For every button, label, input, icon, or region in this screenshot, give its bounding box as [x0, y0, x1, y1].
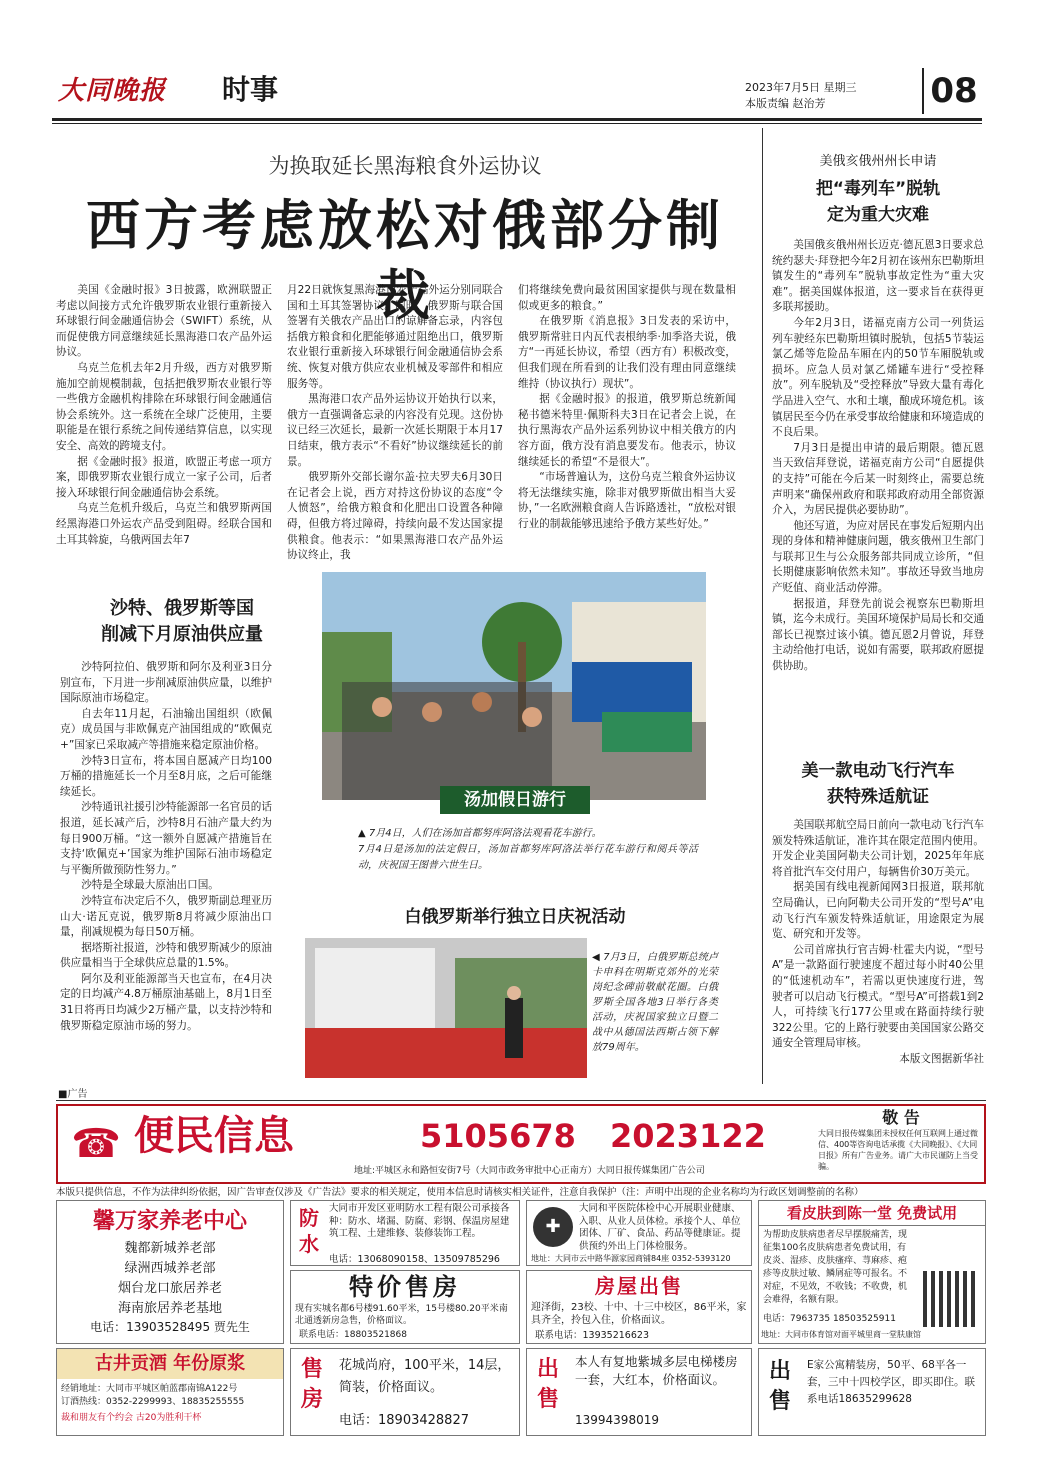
sell2-text: 本人有复地紫城多层电梯楼房一套，大红本，价格面议。 [575, 1354, 738, 1387]
elder-line: 海南旅居养老基地 [117, 1301, 222, 1316]
header-rule [52, 118, 982, 121]
ad-elder-care [56, 1200, 284, 1344]
ad-label: ■广告 [58, 1089, 88, 1100]
skin-address: 地址：大同市体育馆对面平城里商一堂肤康馆 [761, 1330, 921, 1339]
skin-title: 看皮肤到陈一堂 免费试用 [759, 1201, 985, 1226]
sell1-label: 售房 [300, 1357, 323, 1412]
paragraph: 据《金融时报》报道，欧盟正考虑一项方案，即俄罗斯农业银行成立一家子公司，后者接入环球银行间金融通信协会系统。 [56, 455, 272, 499]
house-title: 房屋出售 [595, 1274, 683, 1298]
notice-text: 大同日报传媒集团未授权任何互联网上通过微信、400等咨询电话承揽《大同晚报》、《大同日报》所有广告业务。请广大市民谨防上当受骗。 [818, 1129, 978, 1171]
sell2-phone: 13994398019 [575, 1413, 659, 1427]
wine-line: 订酒热线：0352-2299993、18835255555 [61, 1397, 245, 1407]
paragraph: 他还写道，为应对居民在事发后短期内出现的身体和精神健康问题，俄亥俄州卫生部门与联邦卫生与公众服务部共同成立诊所，“但长期健康影响依然未知”。事故还导致当地房产贬值、商业活动停滞。 [772, 519, 984, 595]
wine-slogan: 裁和朋友有个约会 古20为胜利干杯 [61, 1413, 202, 1423]
paragraph: 沙特宣布决定后不久，俄罗斯副总理亚历山大·诺瓦克说，俄罗斯8月将减少原油出口量，削减规模为每日50万桶。 [60, 894, 272, 939]
paragraph: “市场普遍认为，这份乌克兰粮食外运协议将无法继续实施，除非对俄罗斯做出相当大妥协，”一名欧洲粮食商人告诉路透社，“放松对银行业的制裁能够迅速给予俄方某些好处。” [518, 471, 736, 530]
paragraph: 美国俄亥俄州州长迈克·德瓦恩3日要求总统约瑟夫·拜登把今年2月初在该州东巴勒斯坦镇发生的“毒列车”脱轨事故定性为“重大灾难”。据美国媒体报道，这一要求旨在获得更多联邦援助。 [772, 239, 984, 314]
sell1-phone: 电话：18903428827 [339, 1413, 469, 1428]
house-text: 迎泽街，23校、十中、十三中校区，86平米，家具齐全，拎包入住，价格面议。 [531, 1302, 747, 1326]
paragraph: 沙特3日宣布，将本国自愿减产日均100万桶的措施延长一个月至8月底，之后可能继续延长。 [60, 754, 272, 798]
newspaper-logo: 大同晚报 [58, 76, 167, 106]
paragraph: 阿尔及利亚能源部当天也宣布，在4月决定的日均减产4.8万桶原油基础上，8月1日至31日将再日均减少2万桶产量，以支持沙特和俄罗斯稳定原油市场的努力。 [60, 972, 272, 1032]
caption-text: 7月4日是汤加的法定假日，汤加首都努库阿洛法举行花车游行和阅兵等活动，庆祝国王图普六世生日。 [358, 844, 698, 871]
paragraph: 沙特通讯社援引沙特能源部一名官员的话报道，延长减产后，沙特8月石油产量大约为每日900万桶。“这一额外自愿减产措施旨在支持‘欧佩克+’国家为维护国际石油市场稳定与平衡所做预防性努力。” [60, 801, 272, 876]
elder-line: 烟台龙口旅居养老 [117, 1281, 222, 1296]
caption-text: ▲ 7月4日，人们在汤加首都努库阿洛法观看花车游行。 [358, 828, 602, 839]
paragraph: 月22日就恢复黑海港口农产品外运分别同联合国和土耳其签署协议。同时，俄罗斯与联合国签署有关俄农产品出口的谅解备忘录，内容包括俄方粮食和化肥能够通过阻绝出口，俄罗斯农业银行重新接入环球银行间金融通信协会系统、恢复对俄方供应农业机械及零部件和相应服务等。 [287, 284, 503, 390]
elder-title: 馨万家养老中心 [92, 1209, 247, 1234]
header-rule-thin [52, 123, 982, 124]
sell3-label: 出售 [768, 1359, 791, 1414]
wine-lines [57, 1379, 283, 1409]
ad-sell-2 [526, 1348, 752, 1436]
belarus-caption [592, 950, 718, 1055]
paragraph: 据美国有线电视新闻网3日报道，联邦航空局确认，已向阿勒夫公司开发的“型号A”电动飞行汽车颁发特殊适航证，用途限定为展览、研究和开发等。 [772, 881, 984, 941]
skin-text: 为帮助皮肤病患者尽早摆脱痛苦，现征集100名皮肤病患者免费试用，有皮炎、湿疹、皮肤瘙痒、荨麻疹、疱疹等皮肤过敏、鳞屑症等可报名。不对症，不见效，不收钱；不收费，机会难得，名额有限。 [763, 1230, 908, 1305]
ad-brand: 便民信息 [134, 1112, 294, 1159]
sell1-text: 花城尚府，100平米，14层，简装，价格面议。 [339, 1358, 511, 1395]
tonga-banner: 汤加假日游行 [440, 786, 590, 814]
qr-code-icon [923, 1271, 979, 1327]
elder-lines [57, 1239, 283, 1319]
issue-date [745, 80, 857, 112]
date-text: 2023年7月5日 星期三 [745, 81, 857, 94]
waterproof-text: 大同市开发区亚明防水工程有限公司承接各种：防水、堵漏、防腐、彩钢、保温房屋建筑工程、土建维修、装修装饰工程。 [329, 1203, 510, 1239]
lead-col-3 [518, 283, 736, 533]
elder-line: 魏都新城养老部 [124, 1241, 216, 1256]
paragraph: 沙特阿拉伯、俄罗斯和阿尔及利亚3日分别宣布，下月进一步削减原油供应量，以维护国际原油市场稳定。 [60, 661, 272, 705]
hospital-icon: ✚ [533, 1207, 573, 1247]
ad-sell-1 [290, 1348, 520, 1436]
ohio-body [772, 238, 984, 675]
ad-sell-3 [758, 1348, 986, 1436]
paragraph: 自去年11月起，石油输出国组织（欧佩克）成员国与非欧佩克产油国组成的“欧佩克+”国家已采取减产等措施来稳定原油价格。 [60, 707, 272, 751]
lead-kicker: 为换取延长黑海粮食外运协议 [268, 154, 542, 178]
ad-house-sale [526, 1270, 752, 1344]
flycar-body [772, 818, 984, 1068]
clinic-address: 地址：大同市云中路华源家园商铺84座 0352-5393120 [531, 1254, 731, 1263]
paragraph: 据报道，拜登先前说会视察东巴勒斯坦镇，迄今未成行。美国环境保护局局长和交通部长已视察过该小镇。德瓦恩2月曾说，拜登主动给他打电话，说如有需要，联邦政府愿提供协助。 [772, 597, 984, 673]
waterproof-label: 防水 [299, 1206, 319, 1256]
tonga-caption [358, 826, 698, 874]
elder-phone: 电话：13903528495 贾先生 [90, 1320, 250, 1334]
notice-title: 敬 告 [882, 1108, 920, 1127]
paragraph: 在俄罗斯《消息报》3日发表的采访中，俄罗斯常驻日内瓦代表根纳季·加季洛夫说，俄方“一再延长协议，希望（西方有）积极改变，但我们现在所看到的让我们没有理由同意继续维持（协议执行）现状”。 [518, 315, 736, 390]
paragraph: 乌克兰危机升级后，乌克兰和俄罗斯两国经黑海港口外运农产品受到阻碍。经联合国和土耳其斡旋，乌俄两国去年7 [56, 502, 272, 546]
wine-title: 古井贡酒 年份原浆 [57, 1349, 283, 1379]
paragraph: 公司首席执行官吉姆·杜霍夫内说，“型号A”是一款路面行驶速度不超过每小时40公里的“低速机动车”，若需以更快速度行进，驾驶者可以启动飞行模式。“型号A”可搭载1到2人，可持续飞行177公里或在路面持续行驶322公里。它的上路行驶要由美国国家公路交通安全管理局审核。 [772, 943, 984, 1050]
sell3-text: E家公寓精装房，50平、68平各一套，三中十四校学区，即买即住。联系电话18635299628 [807, 1359, 975, 1405]
credit: 本版文图据新华社 [899, 1052, 984, 1065]
house-phone: 联系电话：13935216623 [535, 1330, 649, 1341]
belarus-headline: 白俄罗斯举行独立日庆祝活动 [404, 907, 626, 927]
waterproof-phone: 电话：13068090158、13509785296 [329, 1254, 500, 1265]
skin-phone: 电话：7963735 18503525911 [763, 1314, 896, 1324]
clinic-text: 大同和平医院体检中心开展职业健康、入职、从业人员体检。承接个人、单位团体、厂矿、食品、药品等健康证。提供预约外出上门体检服务。 [579, 1203, 741, 1252]
special-title: 特价售房 [349, 1273, 461, 1301]
ad-special-house [290, 1270, 520, 1344]
tonga-parade-photo [322, 572, 706, 800]
lead-col-1 [56, 283, 272, 548]
paragraph: 俄罗斯外交部长谢尔盖·拉夫罗夫6月30日在记者会上说，西方对持这份协议的态度“令人愤怒”，给俄方粮食和化肥出口设置各种障碍，但俄方将过障碍，持续向最不发达国家提供粮食。他表示：“如果黑海港口农产品外运协议终止，我 [287, 471, 503, 562]
ad-skin [758, 1200, 986, 1344]
ad-waterproof [290, 1200, 520, 1266]
ohio-headline: 把“毒列车”脱轨 定为重大灾难 [815, 179, 941, 225]
oil-headline: 沙特、俄罗斯等国 削减下月原油供应量 [101, 598, 263, 645]
special-text: 现有实城名都6号楼91.60平米，15号楼80.20平米南北通透新房急售，价格面议。 [295, 1304, 508, 1326]
ad-wine [56, 1348, 284, 1436]
paragraph: 美国《金融时报》3日披露，欧洲联盟正考虑以间接方式允许俄罗斯农业银行重新接入环球银行间金融通信协会（SWIFT）系统，从而促使俄方同意继续延长黑海港口农产品外运协议。 [56, 284, 272, 359]
paragraph: 们将继续免费向最贫困国家提供与现在数量相似或更多的粮食。” [518, 284, 736, 312]
ad-clinic [526, 1200, 752, 1266]
editors-text: 本版责编 赵治芳 [745, 97, 826, 110]
ad-label-rule [56, 1100, 986, 1101]
paragraph: 乌克兰危机去年2月升级，西方对俄罗斯施加空前规模制裁，包括把俄罗斯农业银行等一些俄方金融机构排除在环球银行间金融通信协会系统外。这一系统在全球广泛使用，主要职能是在银行系统之间传递结算信息，以实现安全、高效的跨境支付。 [56, 361, 272, 452]
paragraph: 据塔斯社报道，沙特和俄罗斯减少的原油供应量相当于全球供应总量的1.5%。 [60, 941, 272, 970]
belarus-photo [305, 938, 587, 1078]
lead-headline: 西方考虑放松对俄部分制裁 [86, 193, 724, 327]
column-divider [762, 128, 763, 1084]
sell2-label: 出售 [536, 1357, 559, 1412]
ad-phone-2: 2023122 [610, 1117, 766, 1155]
page-number: 08 [922, 68, 984, 114]
flycar-headline: 美一款电动飞行汽车 获特殊适航证 [801, 761, 955, 807]
lead-col-2 [287, 283, 503, 564]
section-title: 时事 [222, 73, 279, 106]
paragraph: 今年2月3日，诺福克南方公司一列货运列车驶经东巴勒斯坦镇时脱轨，包括5节装运氯乙烯等危险品车厢在内的50节车厢脱轨或损坏。应急人员对氯乙烯罐车进行“受控释放”。列车脱轨及“受控释放”导致大量有毒化学品进入空气、水和土壤，酿成环境危机。该镇居民至今仍在承受事故给健康和环境造成的不良后果。 [772, 316, 984, 439]
ad-disclaimer: 本版只提供信息，不作为法律纠纷依据，因广告审查仅涉及《广告法》要求的相关规定，使用本信息时请核实相关证件，注意自我保护（注：声明中出现的企业名称均为行政区划调整前的名称） [56, 1187, 864, 1198]
special-phone: 联系电话：18803521868 [299, 1330, 407, 1340]
ohio-kicker: 美俄亥俄州州长申请 [819, 154, 937, 169]
handshake-icon: ☎ [71, 1121, 121, 1167]
elder-line: 绿洲西城养老部 [124, 1261, 216, 1276]
paragraph: 黑海港口农产品外运协议开始执行以来，俄方一直强调备忘录的内容没有兑现。这份协议已经三次延长，最新一次延长期限于本月17日结束，俄方表示“不看好”协议继续延长的前景。 [287, 393, 503, 468]
ad-banner [56, 1104, 986, 1184]
ad-notice [818, 1108, 984, 1172]
paragraph: 沙特是全球最大原油出口国。 [81, 879, 219, 892]
paragraph: 据《金融时报》的报道，俄罗斯总统新闻秘书德米特里·佩斯科夫3日在记者会上说，在执行黑海农产品外运系列协议中相关俄方的内容方面，俄方没有消息要发布。他表示，协议继续延长的希望“不是很大”。 [518, 393, 736, 468]
oil-body [60, 660, 272, 1034]
wine-line: 经销地址：大同市平城区帕蓝郡南锦A122号 [61, 1384, 238, 1394]
caption-text: ◀ 7月3日，白俄罗斯总统卢卡申科在明斯克郊外的光荣岗纪念碑前敬献花圈。白俄罗斯全国各地3日举行各类活动，庆祝国家独立日暨二战中从德国法西斯占领下解放79周年。 [592, 952, 718, 1053]
paragraph: 美国联邦航空局日前向一款电动飞行汽车颁发特殊适航证，准许其在限定范围内使用。开发企业美国阿勒夫公司计划，2025年年底将首批汽车交付用户，每辆售价30万美元。 [772, 819, 984, 878]
ad-phone-1: 5105678 [420, 1117, 576, 1155]
ad-address: 地址:平城区永和路恒安街7号（大同市政务审批中心正南方）大同日报传媒集团广告公司 [354, 1166, 705, 1176]
paragraph: 7月3日是提出申请的最后期限。德瓦恩当天致信拜登说，诺福克南方公司“自愿提供的支持”可能在今后某一时刻终止，需要总统声明来“确保州政府和联邦政府动用全部资源介入，为居民提供必要协助”。 [772, 441, 984, 517]
